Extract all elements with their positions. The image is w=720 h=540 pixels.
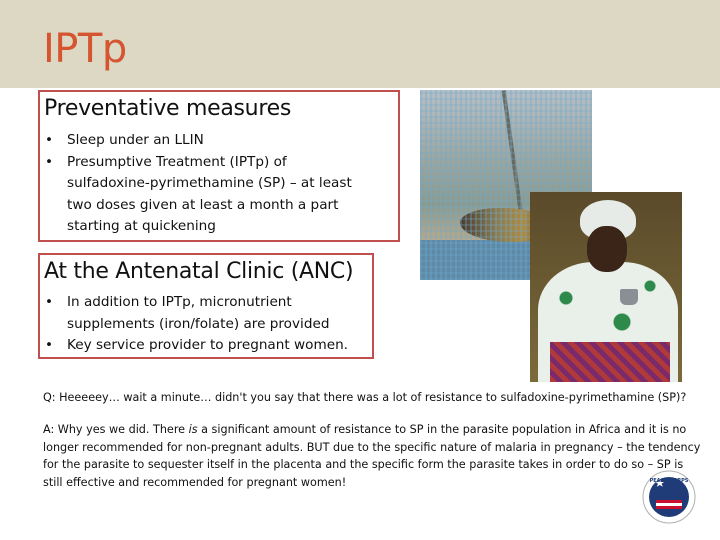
- logo-text: PEACE CORPS: [649, 478, 689, 484]
- list-item: • In addition to IPTp, micronutrient supplements (iron/folate) are provided: [40, 292, 372, 335]
- box-heading: Preventative measures: [44, 96, 291, 121]
- pregnant-woman-photo: [530, 192, 682, 382]
- bullet-list: [40, 292, 372, 357]
- peace-corps-logo: [642, 470, 696, 524]
- answer-text: [43, 421, 703, 491]
- list-item: • Presumptive Treatment (IPTp) of sulfadoxine-pyrimethamine (SP) – at least two doses given at least a month a part starting at quickening: [40, 152, 372, 238]
- cup: [620, 289, 638, 305]
- question-text: Q: Heeeeey… wait a minute… didn't you say that there was a lot of resistance to sulfadoxine-pyrimethamine (SP)?: [43, 391, 687, 404]
- answer-prefix: A: Why yes we did. There: [43, 423, 189, 436]
- answer-rest: a significant amount of resistance to SP in the parasite population in Africa and it is no longer recommended for non-pregnant adults. BUT due to the specific nature of malaria in pregnancy – the tendency for the parasite to sequester itself in the placenta and the specific form the parasite takes in order to do so – SP is still effective and recommended for pregnant women!: [43, 423, 701, 489]
- list-item: • Sleep under an LLIN: [40, 130, 372, 152]
- antenatal-clinic-box: [38, 253, 374, 359]
- bullet-list: [40, 130, 372, 238]
- face: [587, 226, 627, 272]
- slide-title: IPTp: [43, 26, 127, 72]
- preventative-measures-box: [38, 90, 400, 242]
- list-item: • Key service provider to pregnant women.: [40, 335, 372, 357]
- box-heading: At the Antenatal Clinic (ANC): [44, 259, 354, 284]
- answer-emphasis: is: [188, 423, 198, 436]
- skirt: [550, 342, 670, 382]
